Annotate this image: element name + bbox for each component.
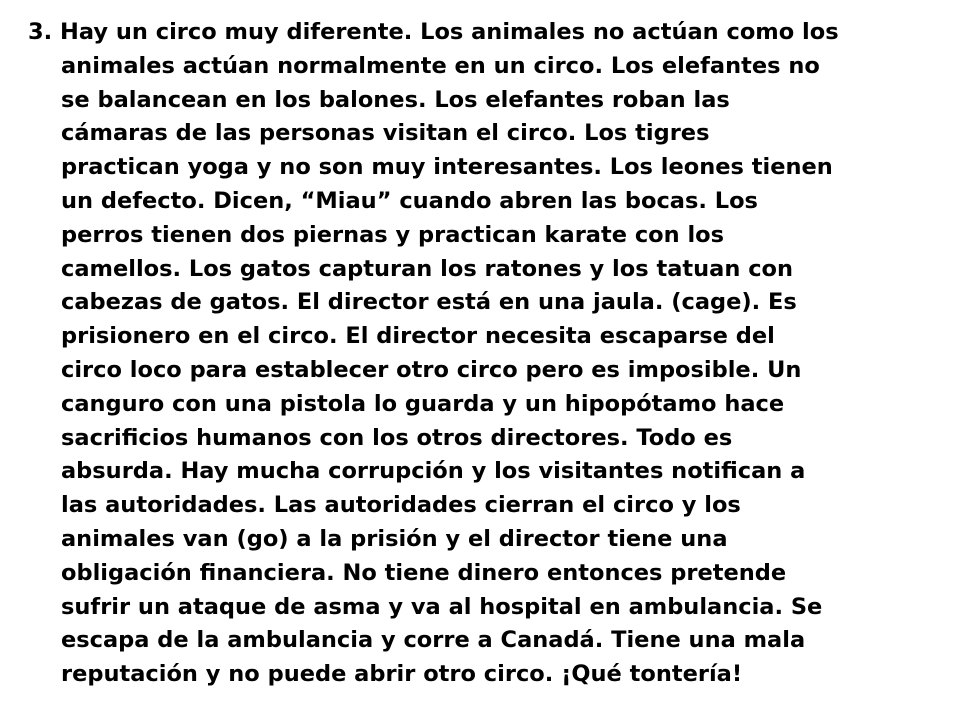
story-line: camellos. Los gatos capturan los ratones y los tatuan con (61, 255, 794, 282)
story-line: sufrir un ataque de asma y va al hospital en ambulancia. Se (61, 593, 823, 620)
story-line: reputación y no puede abrir otro circo. ¡Qué tontería! (61, 661, 743, 688)
story-line: circo loco para establecer otro circo pero es imposible. Un (61, 356, 802, 383)
story-line: las autoridades. Las autoridades cierran el circo y los (61, 492, 741, 519)
story-line: cámaras de las personas visitan el circo. Los tigres (61, 120, 710, 147)
story-line: animales actúan normalmente en un circo. Los elefantes no (61, 52, 820, 79)
story-line: 3. Hay un circo muy diferente. Los animales no actúan como los (28, 19, 839, 45)
story-line: animales van (go) a la prisión y el director tiene una (61, 525, 728, 552)
story-line: practican yoga y no son muy interesantes. Los leones tienen (61, 154, 833, 181)
story-line: canguro con una pistola lo guarda y un hipopótamo hace (61, 390, 785, 417)
story-line: sacrificios humanos con los otros directores. Todo es (61, 424, 733, 451)
story-line: absurda. Hay mucha corrupción y los visitantes notifican a (61, 458, 806, 485)
story-line: se balancean en los balones. Los elefantes roban las (61, 86, 730, 113)
story-line: perros tienen dos piernas y practican karate con los (61, 221, 725, 248)
story-line: escapa de la ambulancia y corre a Canadá. Tiene una mala (61, 627, 806, 654)
story-paragraph (28, 16, 928, 692)
story-line: prisionero en el circo. El director necesita escaparse del (61, 323, 775, 350)
story-line: cabezas de gatos. El director está en una jaula. (cage). Es (61, 289, 797, 316)
story-line: obligación financiera. No tiene dinero entonces pretende (61, 559, 787, 586)
story-line: un defecto. Dicen, “Miau” cuando abren las bocas. Los (61, 187, 758, 214)
